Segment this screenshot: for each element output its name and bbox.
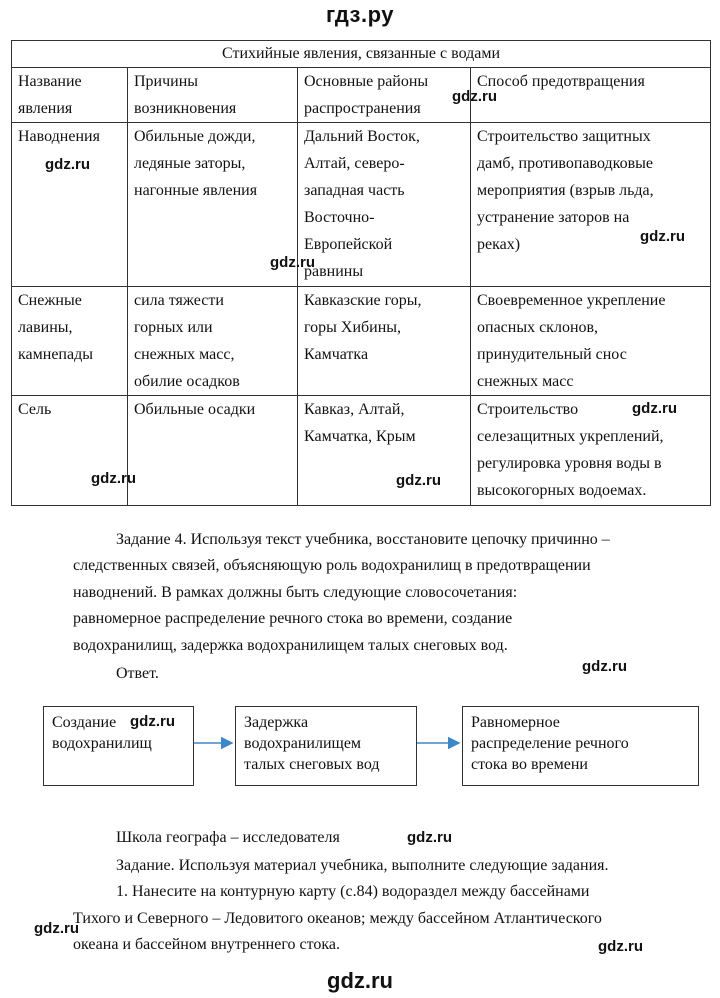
watermark: gdz.ru: [632, 400, 677, 417]
watermark: gdz.ru: [91, 470, 136, 487]
header-name: Название явления: [12, 68, 128, 123]
header-prevention: Способ предотвращения: [471, 68, 711, 123]
answer-label: Ответ.: [116, 665, 159, 682]
site-title: гдз.ру: [326, 2, 394, 27]
watermark: gdz.ru: [396, 472, 441, 489]
chain-box-distribution: Равномерное распределение речного стока во времени: [462, 706, 699, 786]
watermark: gdz.ru: [452, 88, 497, 105]
table-cell: Строительство защитных дамб, противопаводковые мероприятия (взрыв льда, устранение заторов на реках): [471, 123, 711, 287]
table-cell: сила тяжести горных или снежных масс, обилие осадков: [128, 287, 298, 396]
table-cell: Снежные лавины, камнепады: [12, 287, 128, 396]
watermark: gdz.ru: [582, 658, 627, 675]
task4-line: водохранилищ, задержка водохранилищем талых снеговых вод.: [73, 637, 508, 654]
task4-line: наводнений. В рамках должны быть следующие словосочетания:: [73, 584, 518, 601]
chain-box-retention: Задержка водохранилищем талых снеговых вод: [235, 706, 417, 786]
site-footer: gdz.ru: [327, 968, 393, 993]
table-cell: Дальний Восток, Алтай, северо- западная часть Восточно- Европейской равнины: [298, 123, 471, 287]
watermark: gdz.ru: [407, 829, 452, 846]
table-cell: Кавказские горы, горы Хибины, Камчатка: [298, 287, 471, 396]
school-heading: Школа географа – исследователя: [116, 829, 340, 846]
table-cell: Своевременное укрепление опасных склонов, принудительный снос снежных масс: [471, 287, 711, 396]
watermark: gdz.ru: [598, 938, 643, 955]
table-cell: Строительство селезащитных укреплений, регулировка уровня воды в высокогорных водоемах.: [471, 396, 711, 506]
table-cell: Сель: [12, 396, 128, 506]
school-line: Тихого и Северного – Ледовитого океанов; между бассейном Атлантического: [73, 910, 602, 927]
table-cell: Кавказ, Алтай, Камчатка, Крым: [298, 396, 471, 506]
school-line: океана и бассейном внутреннего стока.: [73, 936, 340, 953]
watermark: gdz.ru: [34, 920, 79, 937]
watermark: gdz.ru: [45, 156, 90, 173]
table-cell: Наводнения: [12, 123, 128, 287]
task4-line: равномерное распределение речного стока во времени, создание: [73, 610, 513, 627]
school-line: Задание. Используя материал учебника, выполните следующие задания.: [116, 857, 609, 874]
header-regions: Основные районы распространения: [298, 68, 471, 123]
watermark: gdz.ru: [130, 713, 175, 730]
school-line: 1. Нанесите на контурную карту (с.84) водораздел между бассейнами: [116, 883, 590, 900]
header-causes: Причины возникновения: [128, 68, 298, 123]
task4-line: Задание 4. Используя текст учебника, восстановите цепочку причинно –: [116, 531, 610, 548]
watermark: gdz.ru: [640, 228, 685, 245]
task4-line: следственных связей, объясняющую роль водохранилищ в предотвращении: [73, 557, 591, 574]
table-caption: Стихийные явления, связанные с водами: [12, 41, 711, 68]
table-cell: Обильные осадки: [128, 396, 298, 506]
table-cell: Обильные дожди, ледяные заторы, нагонные явления: [128, 123, 298, 287]
chain-box-create-reservoirs: Создание водохранилищ: [43, 706, 194, 786]
watermark: gdz.ru: [270, 254, 315, 271]
